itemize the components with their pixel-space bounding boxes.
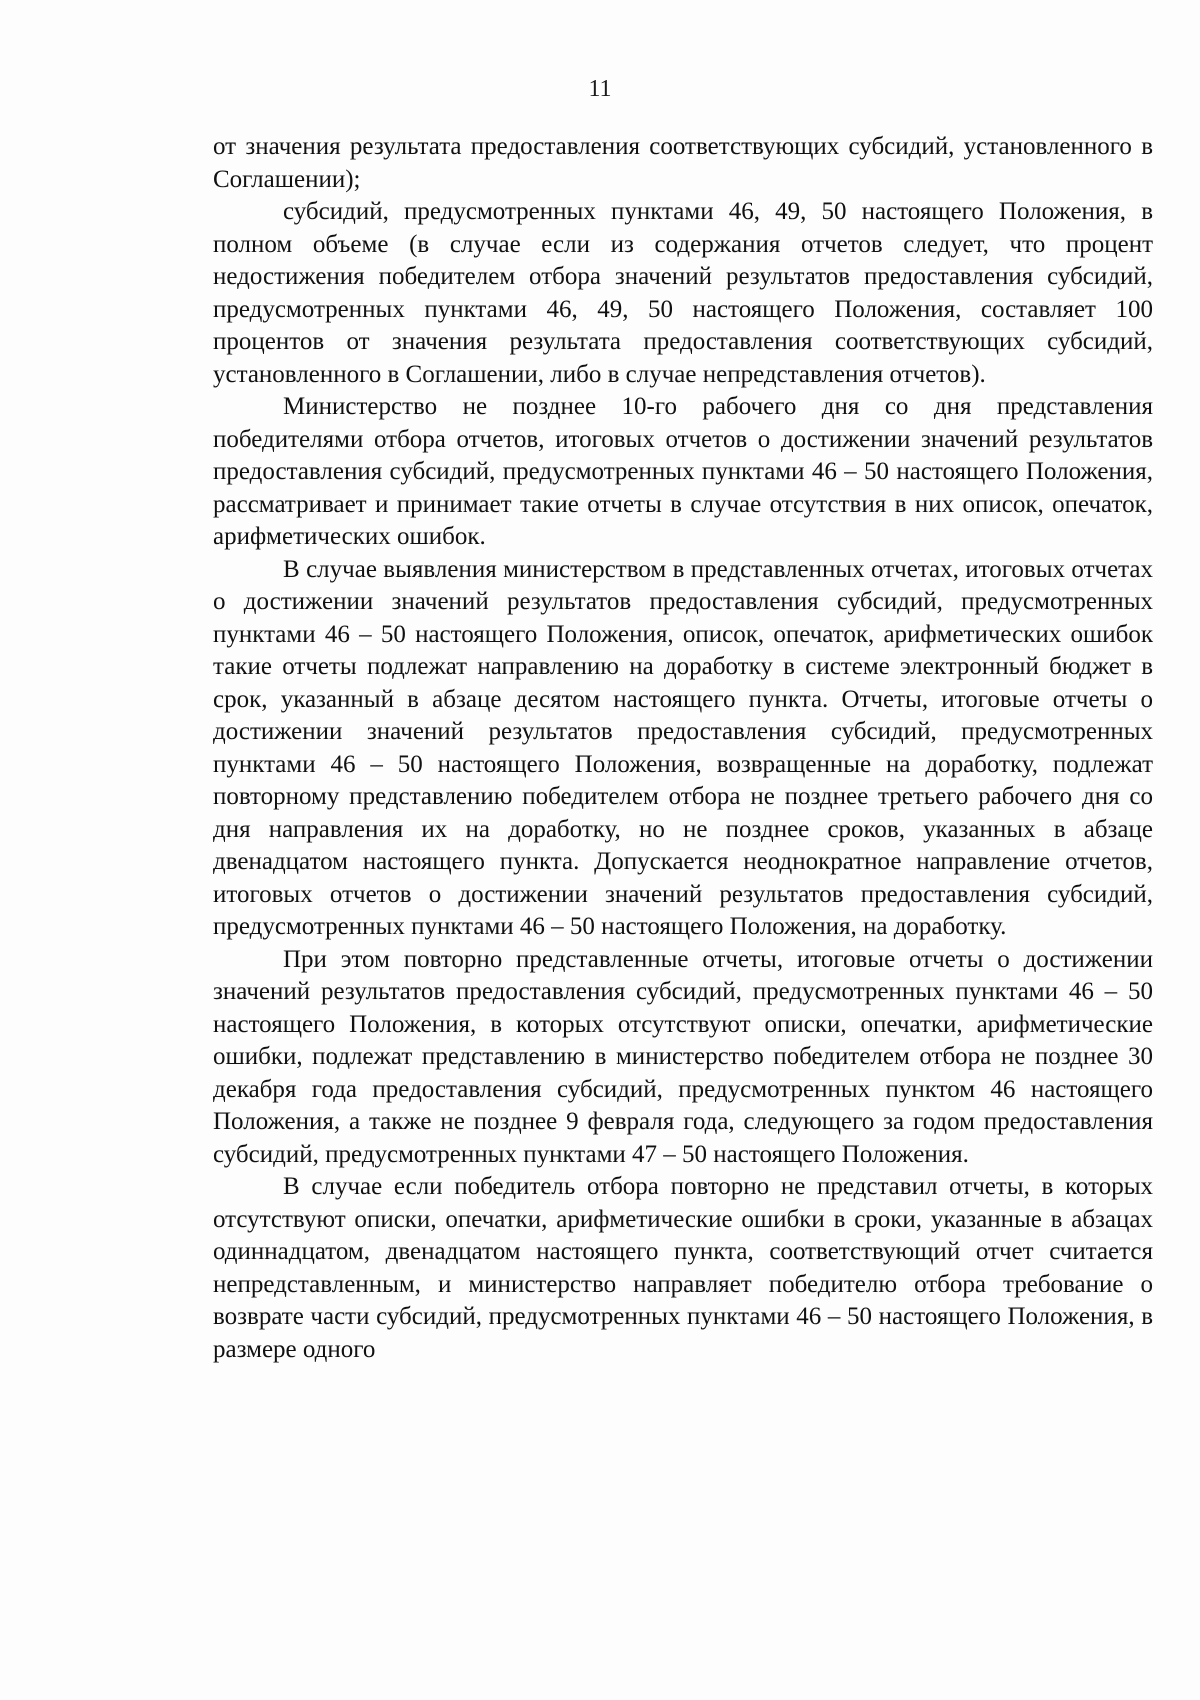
paragraph-2: субсидий, предусмотренных пунктами 46, 49, 50 настоящего Положения, в полном объеме (в случае если из содержания отчетов следует, что процент недостижения победителем отбора значений результатов предоставления субсидий, предусмотренных пунктами 46, 49, 50 настоящего Положения, составляет 100 процентов от значения результата предоставления соответствующих субсидий, установленного в Соглашении, либо в случае непредставления отчетов). [213,198,1153,388]
paragraph-6: В случае если победитель отбора повторно не представил отчеты, в которых отсутствуют описки, опечатки, арифметические ошибки в сроки, указанные в абзацах одиннадцатом, двенадцатом настоящего пункта, соответствующий отчет считается непредставленным, и министерство направляет победителю отбора требование о возврате части субсидий, предусмотренных пунктами 46 – 50 настоящего Положения, в размере одного [213,1173,1153,1363]
paragraph-3: Министерство не позднее 10-го рабочего дня со дня представления победителями отбора отчетов, итоговых отчетов о достижении значений результатов предоставления субсидий, предусмотренных пунктами 46 – 50 настоящего Положения, рассматривает и принимает такие отчеты в случае отсутствия в них описок, опечаток, арифметических ошибок. [213,393,1153,550]
document-body [213,131,1153,1366]
page-number: 11 [588,76,612,102]
paragraph-5: При этом повторно представленные отчеты, итоговые отчеты о достижении значений результатов предоставления субсидий, предусмотренных пунктами 46 – 50 настоящего Положения, в которых отсутствуют описки, опечатки, арифметические ошибки, подлежат представлению в министерство победителем отбора не позднее 30 декабря года предоставления субсидий, предусмотренных пунктом 46 настоящего Положения, а также не позднее 9 февраля года, следующего за годом предоставления субсидий, предусмотренных пунктами 47 – 50 настоящего Положения. [213,945,1153,1168]
paragraph-1: от значения результата предоставления соответствующих субсидий, установленного в Соглашении); [213,133,1153,193]
paragraph-4: В случае выявления министерством в представленных отчетах, итоговых отчетах о достижении значений результатов предоставления субсидий, предусмотренных пунктами 46 – 50 настоящего Положения, описок, опечаток, арифметических ошибок такие отчеты подлежат направлению на доработку в системе электронный бюджет в срок, указанный в абзаце десятом настоящего пункта. Отчеты, итоговые отчеты о достижении значений результатов предоставления субсидий, предусмотренных пунктами 46 – 50 настоящего Положения, возвращенные на доработку, подлежат повторному представлению победителем отбора не позднее третьего рабочего дня со дня направления их на доработку, но не позднее сроков, указанных в абзаце двенадцатом настоящего пункта. Допускается неоднократное направление отчетов, итоговых отчетов о достижении значений результатов предоставления субсидий, предусмотренных пунктами 46 – 50 настоящего Положения, на доработку. [213,555,1153,940]
